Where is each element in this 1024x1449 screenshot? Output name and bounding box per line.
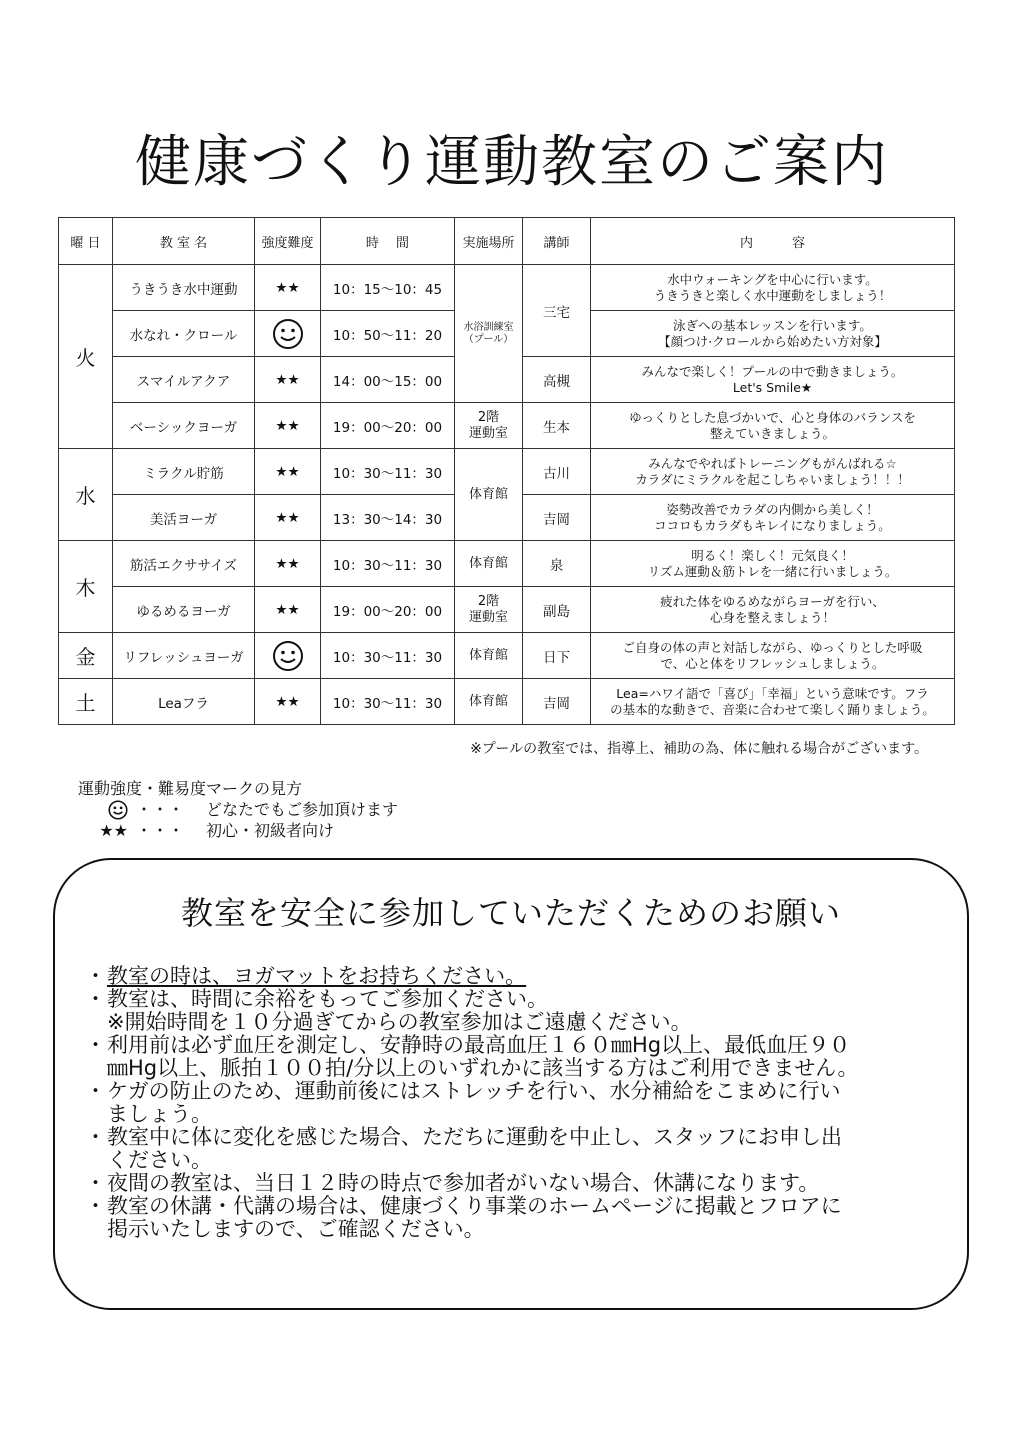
class-name: Leaフラ [113,679,255,725]
rule-line: ・ ケガの防止のため、運動前後にはストレッチを行い、水分補給をこまめに行い [107,1079,841,1103]
page-title: 健康づくり運動教室のご案内 [135,130,889,195]
class-time: 10：30～11：30 [321,541,455,587]
table-row [59,587,955,633]
level-cell [255,311,321,357]
notice-list [85,965,965,1241]
class-name: ミラクル貯筋 [113,449,255,495]
level-stars: ★★ [255,357,321,403]
table-row [59,265,955,311]
header-class-name: 教 室 名 [113,218,255,265]
header-level: 強度難度 [255,218,321,265]
notice-box [53,858,969,1310]
legend-stars: ★★ [99,821,128,840]
class-instructor: 日下 [523,633,591,679]
rule-line: ・ 教室の時は、ヨガマットをお持ちください。 [107,964,527,988]
class-name: ゆるめるヨーガ [113,587,255,633]
class-place: 体育館 [455,449,523,541]
legend-smiley-text: どなたでもご参加頂けます [206,800,399,819]
rule-line: ・ 利用前は必ず血圧を測定し、安静時の最高血圧１６０㎜Hg以上、最低血圧９０ [107,1033,851,1057]
class-place: 2階 運動室 [455,403,523,449]
class-time: 13：30～14：30 [321,495,455,541]
class-place: 水浴訓練室 （プール） [455,265,523,403]
table-row [59,449,955,495]
table-row [59,679,955,725]
class-instructor: 泉 [523,541,591,587]
schedule-table [58,217,955,725]
class-place: 体育館 [455,633,523,679]
class-content: みんなで楽しく！プールの中で動きましょう。 Let's Smile★ [591,357,955,403]
header-time: 時 間 [321,218,455,265]
class-content: Lea=ハワイ語で「喜び」「幸福」という意味です。フラ の基本的な動きで、音楽に合わせて楽しく踊りましょう。 [591,679,955,725]
level-stars: ★★ [255,679,321,725]
list-item [85,1126,965,1172]
class-content: 水中ウォーキングを中心に行います。 うきうきと楽しく水中運動をしましょう！ [591,265,955,311]
class-time: 10：30～11：30 [321,679,455,725]
header-place: 実施場所 [455,218,523,265]
class-content: 姿勢改善でカラダの内側から美しく！ ココロもカラダもキレイになりましょう。 [591,495,955,541]
class-name: うきうき水中運動 [113,265,255,311]
class-time: 14：00～15：00 [321,357,455,403]
table-row [59,633,955,679]
class-time: 19：00～20：00 [321,587,455,633]
class-content: 泳ぎへの基本レッスンを行います。 【顔つけ·クロールから始めたい方対象】 [591,311,955,357]
legend-heading: 運動強度・難易度マークの見方 [78,779,303,798]
class-place: 2階 運動室 [455,587,523,633]
class-content: 疲れた体をゆるめながらヨーガを行い、 心身を整えましょう！ [591,587,955,633]
class-instructor: 古川 [523,449,591,495]
rule-line: ・ 教室は、時間に余裕をもってご参加ください。 [107,987,548,1011]
header-instructor: 講師 [523,218,591,265]
list-item [85,1195,965,1241]
level-legend [78,778,398,841]
class-name: スマイルアクア [113,357,255,403]
day-cell-sat: 土 [59,679,113,725]
rule-line: 掲示いたしますので、ご確認ください。 [107,1217,485,1241]
legend-stars-text: 初心・初級者向け [206,821,335,840]
level-stars: ★★ [255,587,321,633]
class-content: みんなでやればトレーニングもがんばれる☆ カラダにミラクルを起こしちゃいましょう！！！ [591,449,955,495]
legend-row-stars [78,820,398,841]
legend-dots: ・・・ [136,800,185,819]
level-stars: ★★ [255,403,321,449]
day-cell-thu: 木 [59,541,113,633]
class-name: 水なれ・クロール [113,311,255,357]
class-place: 体育館 [455,541,523,587]
day-cell-tue: 火 [59,265,113,449]
rule-line: ・ 教室中に体に変化を感じた場合、ただちに運動を中止し、スタッフにお申し出 [107,1125,842,1149]
class-name: 筋活エクササイズ [113,541,255,587]
class-name: ベーシックヨーガ [113,403,255,449]
list-item [85,1080,965,1126]
class-time: 10：15～10：45 [321,265,455,311]
smiley-icon [108,800,128,820]
class-name: 美活ヨーガ [113,495,255,541]
level-cell [255,633,321,679]
class-time: 10：50～11：20 [321,311,455,357]
smiley-icon [272,318,304,350]
level-stars: ★★ [255,265,321,311]
day-cell-fri: 金 [59,633,113,679]
rule-line: ※開始時間を１０分過ぎてからの教室参加はご遠慮ください。 [107,1010,692,1034]
table-header-row [59,218,955,265]
smiley-icon [272,640,304,672]
class-name: リフレッシュヨーガ [113,633,255,679]
list-item [85,1034,965,1080]
level-stars: ★★ [255,495,321,541]
class-instructor: 三宅 [523,265,591,357]
legend-mark [78,800,128,820]
rule-line: ・ 夜間の教室は、当日１２時の時点で参加者がいない場合、休講になります。 [107,1171,820,1195]
header-content: 内 容 [591,218,955,265]
legend-dots: ・・・ [136,821,185,840]
class-instructor: 生本 [523,403,591,449]
header-day: 曜 日 [59,218,113,265]
legend-row-smiley [78,799,398,820]
class-content: ゆっくりとした息づかいで、心と身体のバランスを 整えていきましょう。 [591,403,955,449]
day-cell-wed: 水 [59,449,113,541]
rule-line: ・ 教室の休講・代講の場合は、健康づくり事業のホームページに掲載とフロアに [107,1194,842,1218]
class-instructor: 吉岡 [523,679,591,725]
class-time: 19：00～20：00 [321,403,455,449]
level-stars: ★★ [255,541,321,587]
class-content: ご自身の体の声と対話しながら、ゆっくりとした呼吸 で、心と体をリフレッシュしましょう。 [591,633,955,679]
class-time: 10：30～11：30 [321,633,455,679]
class-content: 明るく！楽しく！元気良く！ リズム運動＆筋トレを一緒に行いましょう。 [591,541,955,587]
table-row [59,541,955,587]
class-instructor: 副島 [523,587,591,633]
notice-title: 教室を安全に参加していただくためのお願い [180,894,841,932]
pool-note: ※プールの教室では、指導上、補助の為、体に触れる場合がございます。 [470,741,928,757]
rule-line: ㎜Hg以上、脈拍１００拍/分以上のいずれかに該当する方はご利用できません。 [107,1056,859,1080]
class-instructor: 高槻 [523,357,591,403]
list-item [85,965,965,988]
class-time: 10：30～11：30 [321,449,455,495]
list-item [85,988,965,1034]
class-instructor: 吉岡 [523,495,591,541]
class-place: 体育館 [455,679,523,725]
table-row [59,403,955,449]
list-item [85,1172,965,1195]
rule-line: ましょう。 [107,1102,212,1126]
level-stars: ★★ [255,449,321,495]
rule-line: ください。 [107,1148,212,1172]
